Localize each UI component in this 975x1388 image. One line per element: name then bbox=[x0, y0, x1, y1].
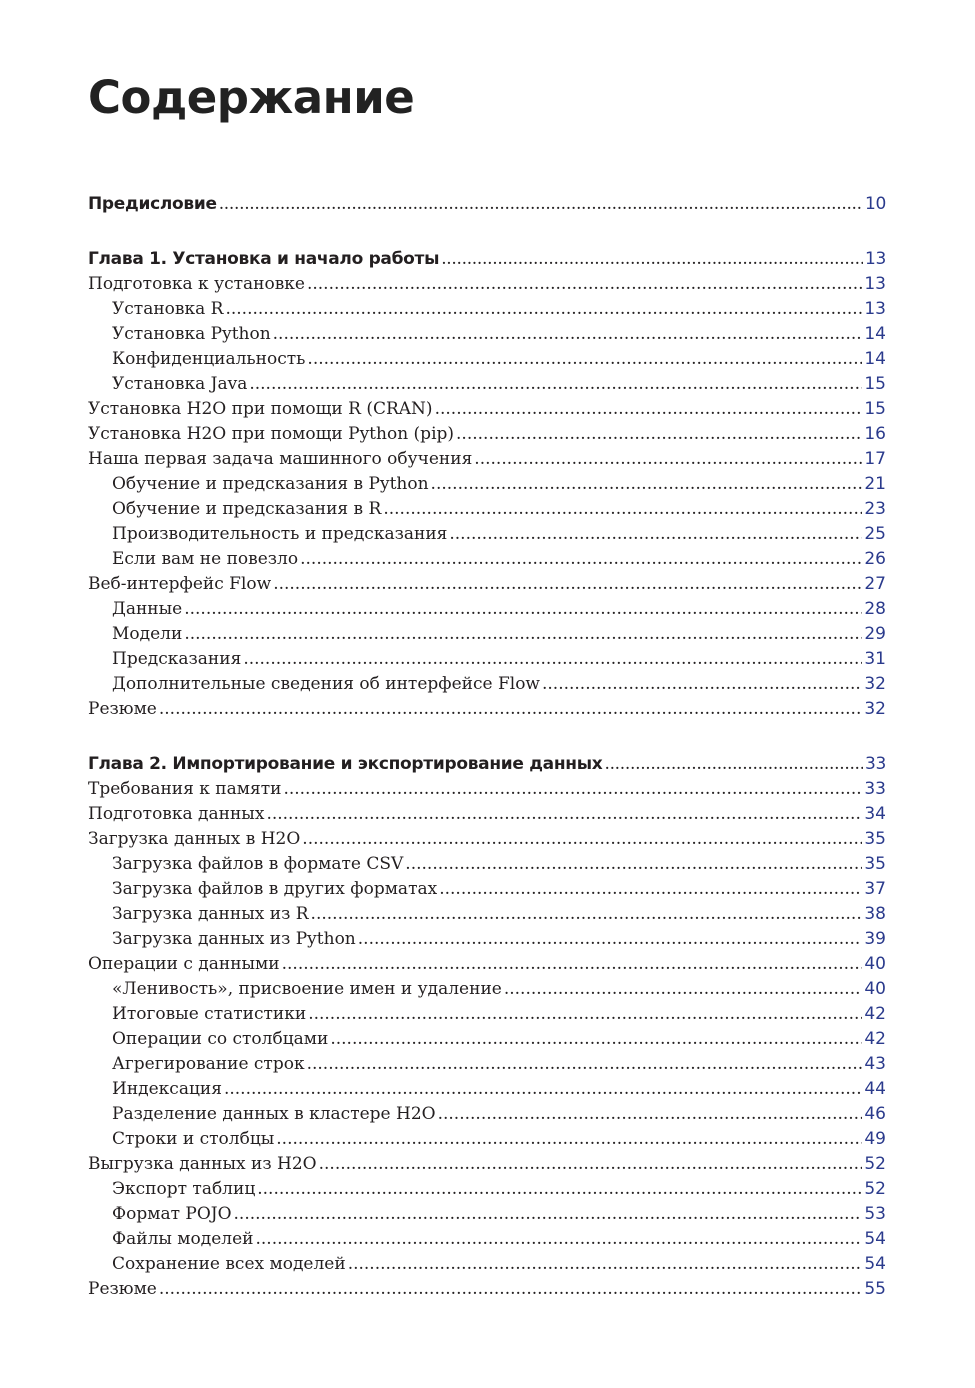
toc-entry[interactable] bbox=[88, 1052, 886, 1077]
dot-leader bbox=[302, 827, 862, 852]
chapter-1-entries bbox=[88, 272, 886, 722]
section-gap bbox=[88, 217, 886, 247]
dot-leader bbox=[257, 1177, 862, 1202]
dot-leader bbox=[159, 1277, 863, 1302]
toc-page-number: 31 bbox=[864, 649, 886, 669]
toc-entry-label: Агрегирование строк bbox=[112, 1054, 305, 1074]
toc-entry-label: Установка H2O при помощи Python (pip) bbox=[88, 424, 455, 444]
dot-leader bbox=[249, 372, 862, 397]
toc-page-number: 54 bbox=[864, 1229, 886, 1249]
dot-leader bbox=[431, 472, 863, 497]
toc-entry[interactable] bbox=[88, 422, 886, 447]
toc-entry-label: Веб-интерфейс Flow bbox=[88, 574, 272, 594]
dot-leader bbox=[307, 1052, 863, 1077]
toc-entry-label: «Ленивость», присвоение имен и удаление bbox=[112, 979, 502, 999]
toc-entry[interactable] bbox=[88, 372, 886, 397]
table-of-contents bbox=[88, 192, 886, 1302]
toc-page-number: 26 bbox=[864, 549, 886, 569]
toc-page-number: 35 bbox=[864, 854, 886, 874]
toc-page-number: 21 bbox=[864, 474, 886, 494]
toc-entry[interactable] bbox=[88, 622, 886, 647]
toc-page-number: 49 bbox=[864, 1129, 886, 1149]
toc-entry-label: Установка Java bbox=[112, 374, 248, 394]
toc-entry[interactable] bbox=[88, 902, 886, 927]
toc-entry-label: Установка R bbox=[112, 299, 224, 319]
toc-page-number: 43 bbox=[864, 1054, 886, 1074]
toc-page-number: 39 bbox=[864, 929, 886, 949]
toc-entry-label: Операции с данными bbox=[88, 954, 280, 974]
toc-entry-label: Резюме bbox=[88, 1279, 157, 1299]
toc-entry-label: Резюме bbox=[88, 699, 157, 719]
toc-entry[interactable] bbox=[88, 1177, 886, 1202]
toc-entry[interactable] bbox=[88, 952, 886, 977]
toc-page-number: 38 bbox=[864, 904, 886, 924]
dot-leader bbox=[311, 902, 863, 927]
dot-leader bbox=[456, 422, 862, 447]
dot-leader bbox=[330, 1027, 862, 1052]
dot-leader bbox=[243, 647, 862, 672]
toc-entry-label: Обучение и предсказания в Python bbox=[112, 474, 429, 494]
toc-page-number: 17 bbox=[864, 449, 886, 469]
toc-chapter-label: Глава 1. Установка и начало работы bbox=[88, 249, 440, 269]
dot-leader bbox=[435, 397, 863, 422]
dot-leader bbox=[348, 1252, 863, 1277]
toc-entry[interactable] bbox=[88, 802, 886, 827]
toc-page-number: 29 bbox=[864, 624, 886, 644]
toc-entry[interactable] bbox=[88, 672, 886, 697]
dot-leader bbox=[256, 1227, 863, 1252]
dot-leader bbox=[219, 192, 863, 217]
toc-page-number: 33 bbox=[864, 754, 886, 774]
dot-leader bbox=[184, 597, 862, 622]
toc-entry-label: Экспорт таблиц bbox=[112, 1179, 256, 1199]
toc-entry[interactable] bbox=[88, 977, 886, 1002]
toc-entry[interactable] bbox=[88, 1077, 886, 1102]
toc-entry-label: Дополнительные сведения об интерфейсе Flow bbox=[112, 674, 540, 694]
toc-entry-label: Наша первая задача машинного обучения bbox=[88, 449, 473, 469]
toc-entry-label: Загрузка файлов в формате CSV bbox=[112, 854, 404, 874]
toc-page-number: 52 bbox=[864, 1154, 886, 1174]
toc-entry-label: Загрузка данных в H2O bbox=[88, 829, 301, 849]
toc-page-number: 40 bbox=[864, 954, 886, 974]
toc-entry[interactable] bbox=[88, 497, 886, 522]
dot-leader bbox=[604, 752, 862, 777]
toc-entry-label: Файлы моделей bbox=[112, 1229, 254, 1249]
toc-page-number: 37 bbox=[864, 879, 886, 899]
toc-entry[interactable] bbox=[88, 777, 886, 802]
toc-page-number: 53 bbox=[864, 1204, 886, 1224]
toc-entry-label: Конфиденциальность bbox=[112, 349, 306, 369]
toc-entry-label: Выгрузка данных из H2O bbox=[88, 1154, 317, 1174]
dot-leader bbox=[405, 852, 862, 877]
dot-leader bbox=[276, 1127, 862, 1152]
dot-leader bbox=[383, 497, 862, 522]
toc-entry[interactable] bbox=[88, 522, 886, 547]
dot-leader bbox=[307, 347, 862, 372]
toc-entry[interactable] bbox=[88, 297, 886, 322]
toc-entry-label: Если вам не повезло bbox=[112, 549, 299, 569]
toc-chapter-1[interactable] bbox=[88, 247, 886, 272]
toc-entry-preface[interactable] bbox=[88, 192, 886, 217]
toc-entry[interactable] bbox=[88, 1027, 886, 1052]
dot-leader bbox=[439, 877, 862, 902]
toc-entry-label: Требования к памяти bbox=[88, 779, 282, 799]
toc-page-number: 13 bbox=[864, 274, 886, 294]
toc-entry-label: Строки и столбцы bbox=[112, 1129, 275, 1149]
dot-leader bbox=[273, 572, 862, 597]
dot-leader bbox=[308, 1002, 862, 1027]
toc-page-number: 35 bbox=[864, 829, 886, 849]
dot-leader bbox=[234, 1202, 863, 1227]
toc-entry-label: Загрузка данных из R bbox=[112, 904, 309, 924]
toc-page-number: 28 bbox=[864, 599, 886, 619]
toc-entry[interactable] bbox=[88, 927, 886, 952]
toc-page-number: 10 bbox=[864, 194, 886, 214]
toc-page-number: 15 bbox=[864, 399, 886, 419]
toc-page-number: 32 bbox=[864, 674, 886, 694]
toc-entry-label: Загрузка файлов в других форматах bbox=[112, 879, 438, 899]
dot-leader bbox=[358, 927, 863, 952]
toc-page-number: 42 bbox=[864, 1004, 886, 1024]
toc-entry-label: Загрузка данных из Python bbox=[112, 929, 356, 949]
toc-entry[interactable] bbox=[88, 852, 886, 877]
toc-page-number: 15 bbox=[864, 374, 886, 394]
toc-entry[interactable] bbox=[88, 397, 886, 422]
toc-entry-label: Установка H2O при помощи R (CRAN) bbox=[88, 399, 433, 419]
toc-chapter-label: Глава 2. Импортирование и экспортирование данных bbox=[88, 754, 603, 774]
toc-page-number: 14 bbox=[864, 324, 886, 344]
toc-entry[interactable] bbox=[88, 547, 886, 572]
toc-entry[interactable] bbox=[88, 347, 886, 372]
toc-entry-label: Сохранение всех моделей bbox=[112, 1254, 346, 1274]
toc-chapter-2[interactable] bbox=[88, 752, 886, 777]
toc-entry-label: Модели bbox=[112, 624, 183, 644]
dot-leader bbox=[441, 247, 863, 272]
chapter-2-entries bbox=[88, 777, 886, 1302]
toc-entry[interactable] bbox=[88, 1002, 886, 1027]
toc-page-number: 23 bbox=[864, 499, 886, 519]
toc-page-number: 16 bbox=[864, 424, 886, 444]
dot-leader bbox=[504, 977, 863, 1002]
toc-entry-label: Обучение и предсказания в R bbox=[112, 499, 382, 519]
page-title: Содержание bbox=[88, 71, 415, 124]
dot-leader bbox=[282, 952, 863, 977]
toc-entry[interactable] bbox=[88, 322, 886, 347]
toc-entry-label: Предисловие bbox=[88, 194, 217, 214]
dot-leader bbox=[273, 322, 863, 347]
toc-page-number: 14 bbox=[864, 349, 886, 369]
toc-entry-label: Подготовка данных bbox=[88, 804, 265, 824]
toc-entry-label: Производительность и предсказания bbox=[112, 524, 448, 544]
dot-leader bbox=[300, 547, 862, 572]
toc-entry[interactable] bbox=[88, 1227, 886, 1252]
toc-entry-label: Итоговые статистики bbox=[112, 1004, 307, 1024]
dot-leader bbox=[159, 697, 863, 722]
toc-page-number: 54 bbox=[864, 1254, 886, 1274]
toc-entry[interactable] bbox=[88, 1152, 886, 1177]
toc-entry-label: Установка Python bbox=[112, 324, 271, 344]
toc-page-number: 34 bbox=[864, 804, 886, 824]
dot-leader bbox=[438, 1102, 863, 1127]
toc-entry[interactable] bbox=[88, 597, 886, 622]
toc-entry[interactable] bbox=[88, 572, 886, 597]
toc-page-number: 40 bbox=[864, 979, 886, 999]
toc-entry[interactable] bbox=[88, 1202, 886, 1227]
dot-leader bbox=[184, 622, 862, 647]
toc-page-number: 13 bbox=[864, 249, 886, 269]
toc-entry-label: Разделение данных в кластере H2O bbox=[112, 1104, 436, 1124]
toc-entry-label: Данные bbox=[112, 599, 183, 619]
dot-leader bbox=[225, 297, 862, 322]
toc-entry-label: Формат POJO bbox=[112, 1204, 232, 1224]
toc-page-number: 33 bbox=[864, 779, 886, 799]
toc-page-number: 55 bbox=[864, 1279, 886, 1299]
toc-entry[interactable] bbox=[88, 1252, 886, 1277]
dot-leader bbox=[266, 802, 862, 827]
toc-entry-label: Предсказания bbox=[112, 649, 242, 669]
toc-entry-label: Индексация bbox=[112, 1079, 222, 1099]
dot-leader bbox=[542, 672, 862, 697]
toc-page-number: 42 bbox=[864, 1029, 886, 1049]
toc-entry[interactable] bbox=[88, 697, 886, 722]
toc-page-number: 13 bbox=[864, 299, 886, 319]
dot-leader bbox=[319, 1152, 863, 1177]
dot-leader bbox=[474, 447, 862, 472]
toc-entry[interactable] bbox=[88, 647, 886, 672]
toc-page-number: 52 bbox=[864, 1179, 886, 1199]
dot-leader bbox=[283, 777, 862, 802]
toc-entry[interactable] bbox=[88, 827, 886, 852]
toc-entry[interactable] bbox=[88, 1277, 886, 1302]
toc-entry[interactable] bbox=[88, 1102, 886, 1127]
toc-page-number: 27 bbox=[864, 574, 886, 594]
toc-entry[interactable] bbox=[88, 447, 886, 472]
toc-entry[interactable] bbox=[88, 1127, 886, 1152]
dot-leader bbox=[449, 522, 862, 547]
toc-page-number: 32 bbox=[864, 699, 886, 719]
toc-entry-label: Операции со столбцами bbox=[112, 1029, 329, 1049]
dot-leader bbox=[307, 272, 862, 297]
toc-entry-label: Подготовка к установке bbox=[88, 274, 305, 294]
toc-page-number: 25 bbox=[864, 524, 886, 544]
dot-leader bbox=[224, 1077, 862, 1102]
section-gap bbox=[88, 722, 886, 752]
toc-entry[interactable] bbox=[88, 472, 886, 497]
toc-entry[interactable] bbox=[88, 272, 886, 297]
toc-page-number: 46 bbox=[864, 1104, 886, 1124]
toc-page-number: 44 bbox=[864, 1079, 886, 1099]
toc-entry[interactable] bbox=[88, 877, 886, 902]
